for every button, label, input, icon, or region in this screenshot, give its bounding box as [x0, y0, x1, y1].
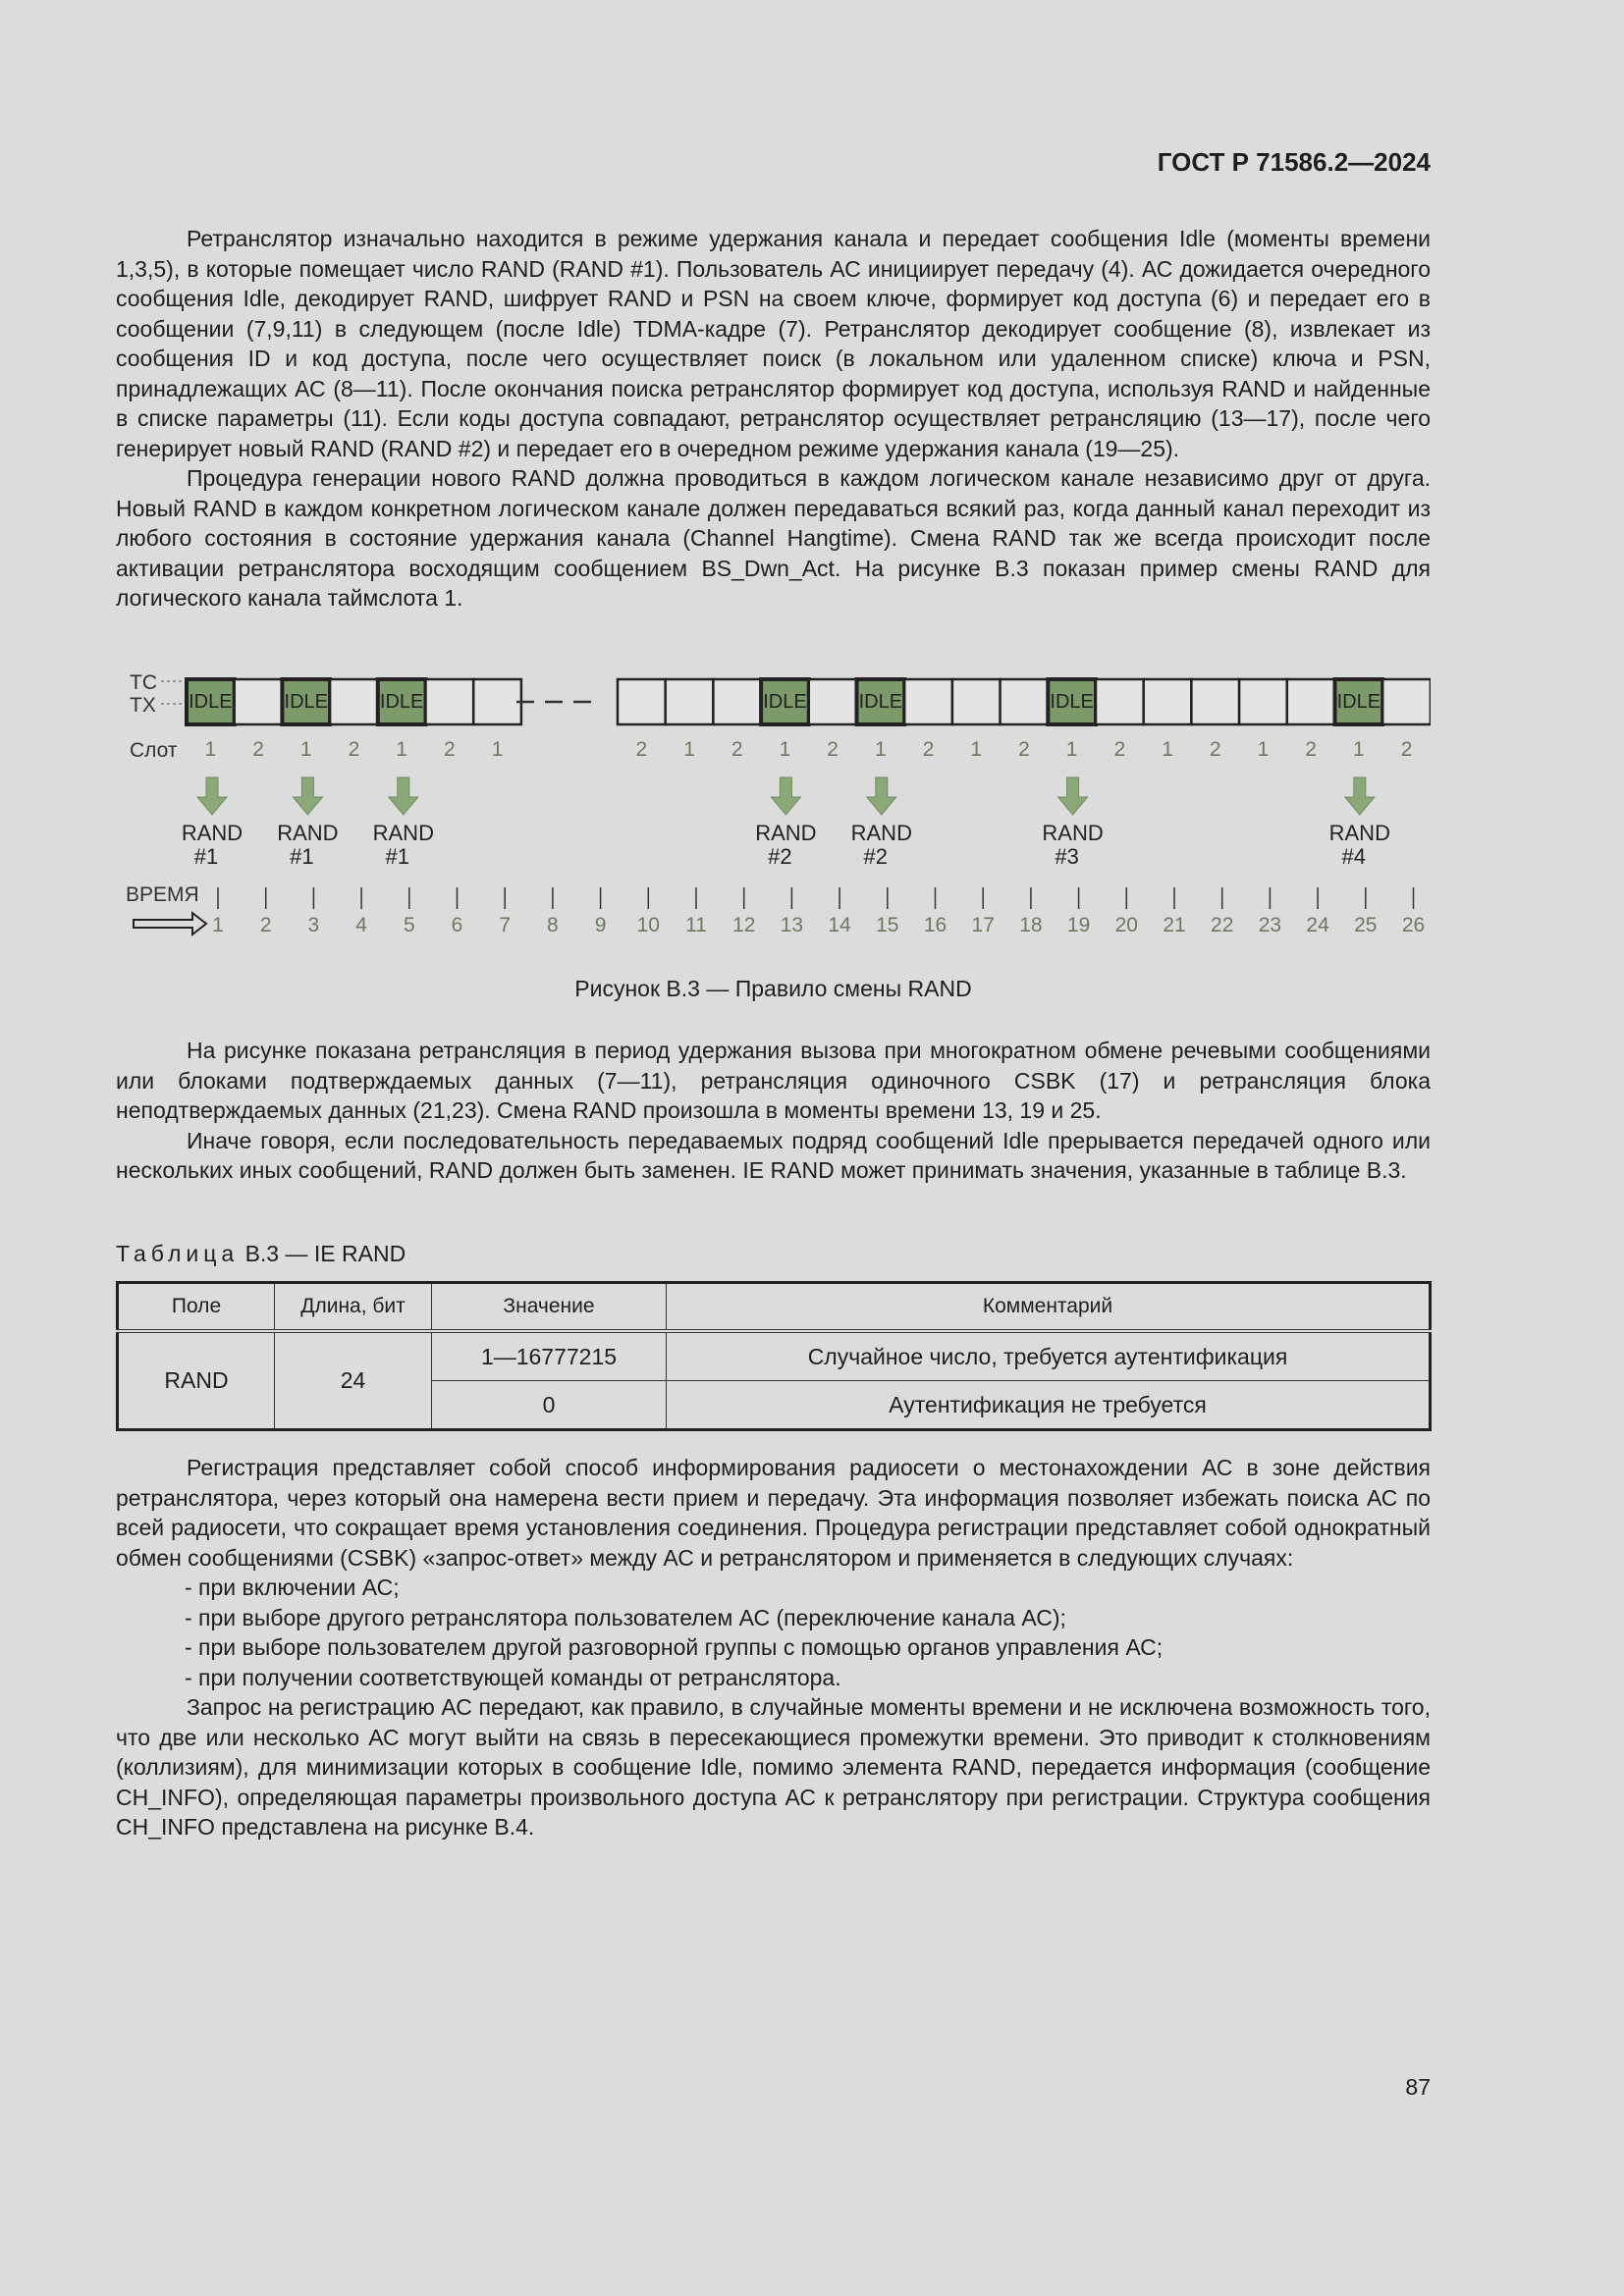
paragraph: Процедура генерации нового RAND должна проводиться в каждом логическом канале независимо друг от друга. Новый RAND в каждом конкретном логическом канале должен передаваться всякий раз, когда данный канал переходит из любого состояния в состояние удержания канала (Channel Hangtime). Смена RAND так же всегда происходит после активации ретранслятора восходящим сообщением BS_Dwn_Act. На рисунке В.3 показан пример смены RAND для логического канала таймслота 1. [116, 465, 1431, 611]
header-cell: Значение [432, 1283, 667, 1332]
time-tick-label: 17 [971, 914, 995, 936]
slot-cell [809, 679, 857, 724]
slot-cell [904, 679, 952, 724]
slot-number: 1 [396, 738, 407, 761]
rand-marker-word: RAND [277, 821, 339, 845]
slot-cell [1287, 679, 1335, 724]
rand-marker-number: #4 [1341, 844, 1367, 869]
rand-marker-word: RAND [1328, 821, 1390, 845]
slot-cell [618, 679, 666, 724]
slot-number: 1 [491, 738, 504, 761]
idle-label: IDLE [1336, 691, 1381, 713]
time-tick-label: 19 [1066, 914, 1091, 936]
page-number: 87 [1405, 2074, 1431, 2100]
down-arrow-icon [1058, 777, 1088, 815]
list-item: - при получении соответствующей команды от ретранслятора. [185, 1664, 841, 1690]
slot-number: 1 [1353, 738, 1365, 761]
slot-number: 2 [1209, 738, 1221, 761]
slot-number: 2 [635, 738, 648, 761]
slot-number: 2 [444, 738, 456, 761]
slot-number: 1 [970, 738, 983, 761]
slot-number: 2 [1113, 738, 1126, 761]
time-tick-label: 15 [876, 914, 899, 936]
rand-marker-number: #1 [385, 844, 410, 869]
slot-cell [952, 679, 1001, 724]
down-arrow-icon [771, 777, 800, 815]
table-cell-field: RAND [118, 1331, 275, 1430]
time-tick-label: 8 [547, 914, 559, 936]
slot-number: 1 [1162, 738, 1173, 761]
slot-number: 2 [1018, 738, 1030, 761]
slot-number: 1 [683, 738, 695, 761]
paragraph: На рисунке показана ретрансляция в период удержания вызова при многократном обмене речевыми сообщениями или блоками подтверждаемых данных (7—11), ретрансляция одиночного CSBK (17) и ретрансляция блока неподтверждаемых данных (21,23). Смена RAND произошла в моменты времени 13, 19 и 25. [116, 1038, 1431, 1123]
slot-cell [426, 679, 474, 724]
table-row [118, 1331, 1431, 1381]
time-tick-label: 9 [594, 914, 607, 936]
slot-number: 2 [731, 738, 743, 761]
time-tick-label: 22 [1211, 914, 1234, 936]
rand-marker-number: #2 [863, 844, 889, 869]
slot-cell [1096, 679, 1144, 724]
time-tick-label: 5 [403, 914, 415, 936]
time-tick-label: 23 [1258, 914, 1282, 936]
paragraph: Ретранслятор изначально находится в режиме удержания канала и передает сообщения Idle (моменты времени 1,3,5), в которые помещает число RAND (RAND #1). Пользователь АС инициирует передачу (4). АС дожидается очередного сообщения Idle, декодирует RAND, шифрует RAND и PSN на своем ключе, формирует код доступа (6) и передает его в сообщении (7,9,11) в следующем (после Idle) TDMA-кадре (7). Ретранслятор декодирует сообщение (8), извлекает из сообщения ID и код доступа, после чего осуществляет поиск (в локальном или удаленном списке) ключа и PSN, принадлежащих АС (8—11). После окончания поиска ретранслятор формирует код доступа, используя RAND и найденные в списке параметры (11). Если коды доступа совпадают, ретранслятор осуществляет ретрансляцию (13—17), после чего генерирует новый RAND (RAND #2) и передает его в очередном режиме удержания канала (19—25). [116, 226, 1431, 461]
slot-number: 2 [827, 738, 839, 761]
paragraph: Регистрация представляет собой способ информирования радиосети о местонахождении АС в зоне действия ретранслятора, через который она намерена вести прием и передачу. Эта информация позволяет избежать поиска АС по всей радиосети, что сокращает время установления соединения. Процедура регистрации представляет собой однократный обмен сообщениями (CSBK) «запрос-ответ» между АС и ретранслятором и применяется в следующих случаях: [116, 1455, 1431, 1571]
table-title [116, 1241, 406, 1267]
time-label: ВРЕМЯ [126, 883, 199, 906]
down-arrow-icon [1345, 777, 1375, 815]
list-item: - при выборе пользователем другой разговорной группы с помощью органов управления АС; [185, 1634, 1164, 1660]
table-cell-length: 24 [275, 1331, 432, 1430]
time-tick-label: 12 [732, 914, 756, 936]
rand-marker-word: RAND [850, 821, 912, 845]
time-tick-label: 13 [780, 914, 804, 936]
slot-number: 1 [204, 738, 217, 761]
idle-label: IDLE [1050, 691, 1094, 713]
time-tick-label: 26 [1401, 914, 1426, 936]
time-tick-label: 4 [355, 914, 367, 936]
time-tick-label: 6 [451, 914, 463, 936]
idle-label: IDLE [763, 691, 807, 713]
slot-number: 1 [1065, 738, 1078, 761]
time-tick-label: 25 [1354, 914, 1378, 936]
slot-number: 2 [922, 738, 935, 761]
time-tick-label: 7 [499, 914, 512, 936]
slot-cell [235, 679, 283, 724]
slot-cell [666, 679, 714, 724]
rand-marker-word: RAND [755, 821, 817, 845]
table-title-rest: В.3 — IE RAND [244, 1241, 406, 1266]
time-tick-label: 11 [685, 914, 707, 936]
text-block-top [116, 224, 1431, 614]
row-label-tc: ТС [130, 671, 157, 694]
rand-marker-word: RAND [372, 821, 434, 845]
time-tick-label: 16 [923, 914, 947, 936]
slot-label: Слот [130, 739, 178, 762]
slot-cell [1191, 679, 1239, 724]
list-item: - при выборе другого ретранслятора пользователем АС (переключение канала АС); [185, 1604, 1066, 1630]
slot-number: 1 [1257, 738, 1270, 761]
rand-marker-number: #1 [193, 844, 219, 869]
table-cell-comment: Случайное число, требуется аутентификация [667, 1331, 1431, 1381]
text-block-middle [116, 1036, 1431, 1186]
idle-label: IDLE [284, 691, 328, 713]
slot-number: 2 [1305, 738, 1317, 761]
slot-number: 2 [1400, 738, 1413, 761]
slot-number: 1 [779, 738, 791, 761]
down-arrow-icon [389, 777, 418, 815]
down-arrow-icon [293, 777, 322, 815]
slot-cell [1382, 679, 1431, 724]
rand-marker-number: #1 [290, 844, 314, 869]
slot-cell [713, 679, 761, 724]
table-title-word: Таблица [116, 1241, 240, 1266]
time-arrow-icon [134, 913, 206, 934]
time-tick-label: 2 [259, 914, 272, 936]
down-arrow-icon [867, 777, 896, 815]
table-cell-comment: Аутентификация не требуется [667, 1381, 1431, 1430]
rand-marker-number: #3 [1055, 844, 1079, 869]
table-cell-value: 1—16777215 [432, 1331, 667, 1381]
rand-marker-number: #2 [768, 844, 792, 869]
header-cell: Длина, бит [275, 1283, 432, 1332]
table-header-row [118, 1283, 1431, 1332]
header-cell: Комментарий [667, 1283, 1431, 1332]
down-arrow-icon [197, 777, 227, 815]
list-item: - при включении АС; [185, 1575, 400, 1600]
time-tick-label: 3 [307, 914, 320, 936]
rand-change-figure [116, 667, 1431, 952]
idle-label: IDLE [858, 691, 903, 713]
paragraph: Иначе говоря, если последовательность передаваемых подряд сообщений Idle прерывается передачей одного или нескольких иных сообщений, RAND должен быть заменен. IE RAND может принимать значения, указанные в таблице В.3. [116, 1127, 1431, 1183]
slot-cell [1001, 679, 1049, 724]
idle-label: IDLE [189, 691, 233, 713]
text-block-bottom [116, 1453, 1431, 1842]
slot-cell [473, 679, 521, 724]
document-header: ГОСТ Р 71586.2—2024 [1157, 147, 1431, 177]
time-tick-label: 21 [1163, 914, 1186, 936]
row-label-tx: ТХ [130, 694, 156, 717]
figure-caption: Рисунок В.3 — Правило смены RAND [574, 976, 972, 1001]
slot-cell [1144, 679, 1192, 724]
slot-number: 2 [348, 738, 360, 761]
time-tick-label: 14 [828, 914, 851, 936]
slot-number: 2 [252, 738, 264, 761]
paragraph: Запрос на регистрацию АС передают, как правило, в случайные моменты времени и не исключена возможность того, что две или несколько АС могут выйти на связь в пересекающиеся промежутки времени. Это приводит к столкновениям (коллизиям), для минимизации которых в сообщение Idle, помимо элемента RAND, передается информация (сообщение CH_INFO), определяющая параметры произвольного доступа АС к ретранслятору при регистрации. Структура сообщения CH_INFO представлена на рисунке В.4. [116, 1694, 1431, 1840]
rand-marker-word: RAND [1042, 821, 1104, 845]
table-cell-value: 0 [432, 1381, 667, 1430]
slot-cell [1239, 679, 1287, 724]
time-tick-label: 1 [212, 914, 224, 936]
time-tick-label: 20 [1114, 914, 1138, 936]
slot-number: 1 [875, 738, 887, 761]
time-tick-label: 24 [1306, 914, 1329, 936]
slot-cell [330, 679, 378, 724]
idle-label: IDLE [379, 691, 424, 713]
rand-table [116, 1281, 1432, 1431]
time-tick-label: 10 [636, 914, 660, 936]
slot-number: 1 [299, 738, 312, 761]
header-cell: Поле [118, 1283, 275, 1332]
time-tick-label: 18 [1019, 914, 1043, 936]
rand-marker-word: RAND [181, 821, 244, 845]
